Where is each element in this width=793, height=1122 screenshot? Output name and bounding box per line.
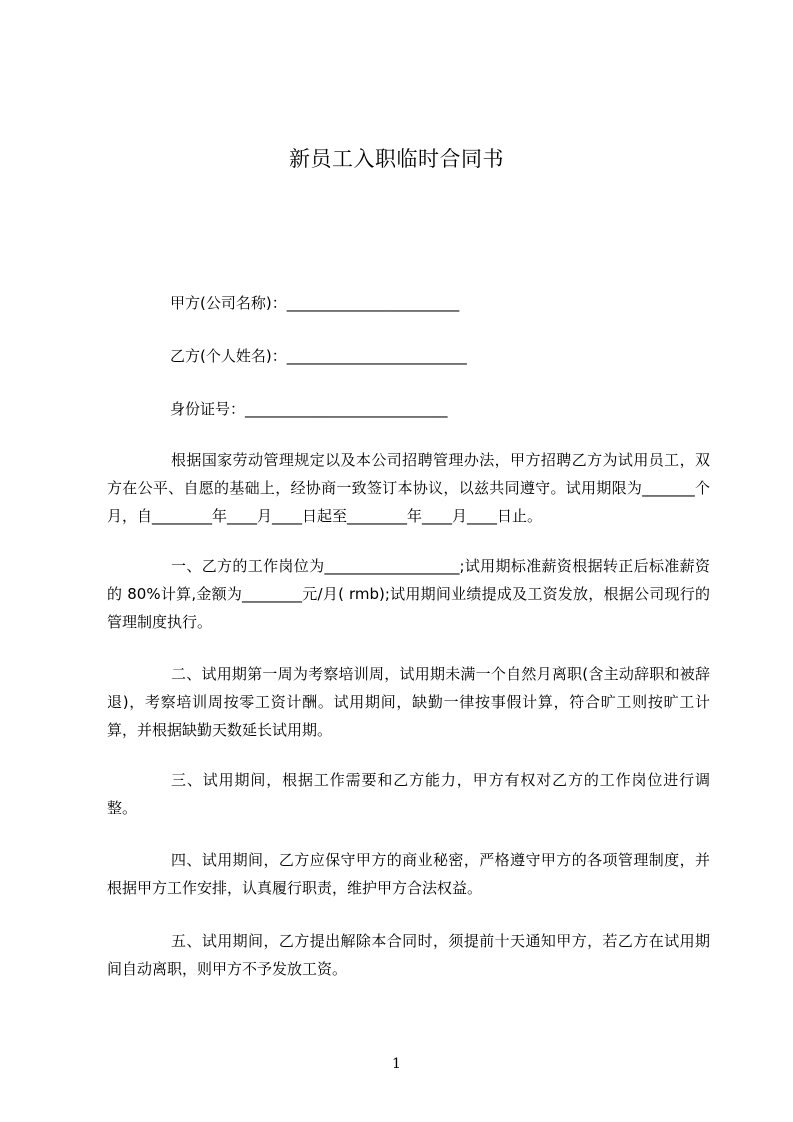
document-title: 新员工入职临时合同书 xyxy=(289,147,504,171)
paragraph-clause-4: 四、试用期间，乙方应保守甲方的商业秘密，严格遵守甲方的各项管理制度，并根据甲方工作安排，认真履行职责，维护甲方合法权益。 xyxy=(107,851,710,897)
paragraph-clause-5: 五、试用期间，乙方提出解除本合同时，须提前十天通知甲方，若乙方在试用期间自动离职，则甲方不予发放工资。 xyxy=(107,932,710,978)
id-number-field: 身份证号：___________________________ xyxy=(170,400,448,418)
party-a-field: 甲方(公司名称)：_______________________ xyxy=(170,294,460,312)
paragraph-intro: 根据国家劳动管理规定以及本公司招聘管理办法，甲方招聘乙方为试用员工，双方在公平、自愿的基础上，经协商一致签订本协议，以兹共同遵守。试用期限为_______个月，自________年____月____日起至________年____月____日止。 xyxy=(107,451,710,525)
page-number: 1 xyxy=(392,1056,401,1072)
paragraph-clause-1: 一、乙方的工作岗位为__________________;试用期标准薪资根据转正后标准薪资的 80%计算,金额为________元/月( rmb);试用期间业绩提成及工资发放，根据公司现行的管理制度执行。 xyxy=(107,557,710,631)
paragraph-clause-2: 二、试用期第一周为考察培训周，试用期未满一个自然月离职(含主动辞职和被辞退)，考察培训周按零工资计酬。试用期间，缺勤一律按事假计算，符合旷工则按旷工计算，并根据缺勤天数延长试用期。 xyxy=(107,665,710,739)
paragraph-clause-3: 三、试用期间，根据工作需要和乙方能力，甲方有权对乙方的工作岗位进行调整。 xyxy=(107,771,710,817)
party-b-field: 乙方(个人姓名)：________________________ xyxy=(170,347,467,365)
